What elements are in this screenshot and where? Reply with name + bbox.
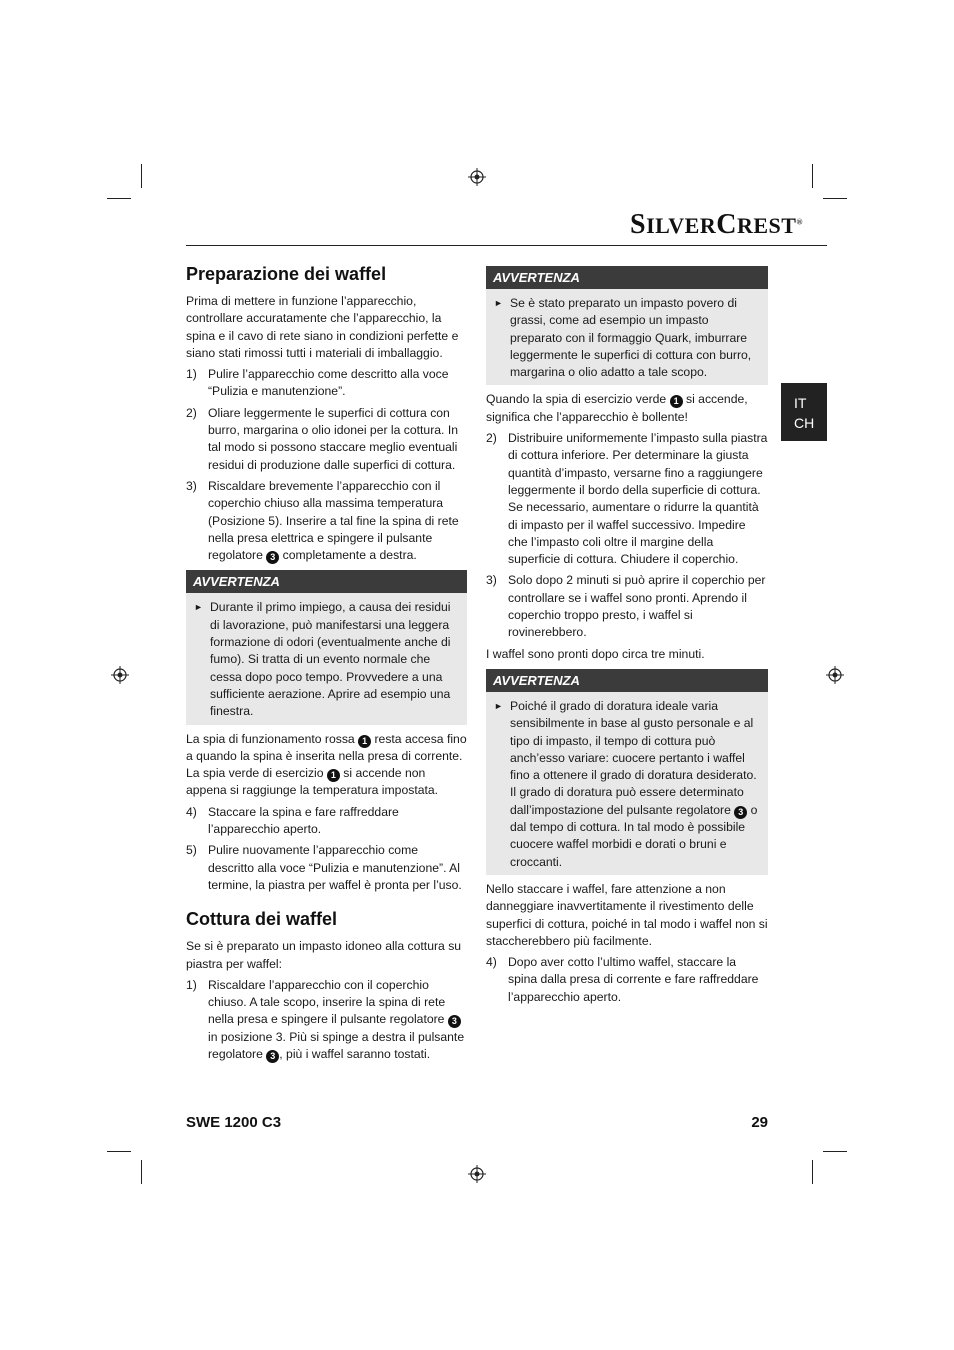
language-tab xyxy=(781,383,827,441)
arrow-icon: ► xyxy=(494,298,503,308)
hot-warning-paragraph: Quando la spia di esercizio verde 1 si accende, significa che l’apparecchio è bollente! xyxy=(486,392,748,424)
registration-mark-icon xyxy=(468,168,486,186)
crop-mark xyxy=(823,198,847,199)
registration-mark-icon xyxy=(468,1165,486,1183)
ready-paragraph: I waffel sono pronti dopo circa tre minuti. xyxy=(486,646,705,661)
model-number: SWE 1200 C3 xyxy=(186,1114,282,1131)
right-column xyxy=(486,260,768,1010)
arrow-icon: ► xyxy=(194,602,203,613)
regulator-badge: 3 xyxy=(266,551,279,564)
warning-text: Durante il primo impiego, a causa dei residui di lavorazione, può manifestarsi una leggera formazione di odori (eventualmente anche di fumo). Si tratta di un evento normale che cessa dopo poco tempo. Provvedere a una sufficiente aerazione. Aprire ad esempio una finestra. xyxy=(210,600,451,719)
intro-paragraph: Prima di mettere in funzione l’apparecchio, controllare accuratamente che l’apparecchio, la spina e il cavo di rete siano in condizioni perfette e siano stati rimossi tutti i materiali di imballaggio. xyxy=(186,294,459,360)
warning-box xyxy=(486,669,768,875)
warning-heading: AVVERTENZA xyxy=(486,266,768,289)
section-title-preparation: Preparazione dei waffel xyxy=(186,264,387,284)
list-item: 5) Pulire nuovamente l’apparecchio come descritto alla voce “Pulizia e manutenzione”. Al termine, la piastra per waffel è pronta per l’uso. xyxy=(186,843,462,892)
language-code: IT xyxy=(794,395,807,411)
list-item: 2) Distribuire uniformemente l’impasto sulla piastra di cottura inferiore. Per determinare la giusta quantità d’impasto, versarne fino a raggiungere leggermente il bordo della superficie di cottura. Se necessario, aumentare o ridurre la quantità di impasto per il waffel successivo. Impedire che l’impasto coli oltre il margine della superficie di cottura. Chiudere il coperchio. xyxy=(486,431,768,567)
warning-heading: AVVERTENZA xyxy=(486,669,768,692)
list-item: 1) Riscaldare l’apparecchio con il coperchio chiuso. A tale scopo, inserire la spina di rete nella presa e spingere il pulsante regolatore 3 in posizione 3. Più si spinge a destra il pulsante regolatore 3 , più i waffel saranno tostati. xyxy=(186,977,465,1061)
left-column xyxy=(186,263,467,1067)
indicator-badge: 1 xyxy=(358,735,371,748)
crop-mark xyxy=(107,1151,131,1152)
list-item: 1) Pulire l’apparecchio come descritto alla voce “Pulizia e manutenzione”. xyxy=(186,367,449,399)
list-item: 2) Oliare leggermente le superfici di cottura con burro, margarina o olio idonei per la cottura. In tal modo si possono staccare meglio eventuali residui di produzione dalle superfici di cottura. xyxy=(186,405,458,472)
warning-heading: AVVERTENZA xyxy=(186,570,467,593)
crop-mark xyxy=(812,1160,813,1184)
registration-mark-icon xyxy=(826,666,844,684)
country-code: CH xyxy=(794,415,815,431)
warning-text: Se è stato preparato un impasto povero di grassi, come ad esempio un impasto preparato con il formaggio Quark, imburrare leggermente le superfici di cottura con burro, margarina o olio adatto a tale scopo. xyxy=(510,296,752,380)
warning-box xyxy=(486,266,768,385)
crop-mark xyxy=(812,164,813,188)
crop-mark xyxy=(823,1151,847,1152)
arrow-icon: ► xyxy=(494,700,503,711)
regulator-badge: 3 xyxy=(266,1050,279,1063)
intro-paragraph: Se si è preparato un impasto idoneo alla cottura su piastra per waffel: xyxy=(186,939,462,971)
crop-mark xyxy=(141,1160,142,1184)
indicator-badge: 1 xyxy=(670,395,683,408)
list-item: 3) Solo dopo 2 minuti si può aprire il coperchio per controllare se i waffel sono pronti. Aprendo il coperchio troppo presto, i waffel si rovinerebbero. xyxy=(486,573,766,640)
list-item: 4) Staccare la spina e fare raffreddare l’apparecchio aperto. xyxy=(186,804,399,837)
silvercrest-logo: SILVERCREST® xyxy=(630,209,803,240)
section-title-cooking: Cottura dei waffel xyxy=(186,909,338,930)
warning-box xyxy=(186,570,467,724)
indicator-paragraph: La spia di funzionamento rossa 1 resta accesa fino a quando la spina è inserita nella presa di corrente. La spia verde di esercizio 1 si accende non appena si raggiunge la temperatura impostata. xyxy=(186,731,467,798)
regulator-badge: 3 xyxy=(734,806,747,819)
regulator-badge: 3 xyxy=(448,1015,461,1028)
header-rule xyxy=(186,245,827,246)
registration-mark-icon xyxy=(111,666,129,684)
warning-text: Poiché il grado di doratura ideale varia sensibilmente in base al gusto personale e al tipo di impasto, il tempo di cottura può anch’esso variare: cuocere pertanto i waffel fino a ottenere il grado di doratura desiderato. Il grado di doratura può essere determinato dall’impostazione del pulsante regolatore 3 o dal tempo di cottura. In tal modo è possibile cuocere waffel morbidi e dorati o bruni e croccanti. xyxy=(510,698,758,869)
indicator-badge: 1 xyxy=(327,769,340,782)
removal-paragraph: Nello staccare i waffel, fare attenzione a non danneggiare inavvertitamente il rivestimento delle superfici di cottura, poiché in tal modo i waffel non si staccherebbero più facilmente. xyxy=(486,881,768,948)
crop-mark xyxy=(107,198,131,199)
crop-mark xyxy=(141,164,142,188)
list-item: 3) Riscaldare brevemente l’apparecchio con il coperchio chiuso alla massima temperatura (Posizione 5). Inserire a tal fine la spina di rete nella presa elettrica e spingere il pulsante regolatore 3 completamente a destra. xyxy=(186,478,459,563)
page-number: 29 xyxy=(751,1114,768,1131)
list-item: 4) Dopo aver cotto l’ultimo waffel, staccare la spina dalla presa di corrente e fare raffreddare l’apparecchio aperto. xyxy=(486,955,759,1004)
